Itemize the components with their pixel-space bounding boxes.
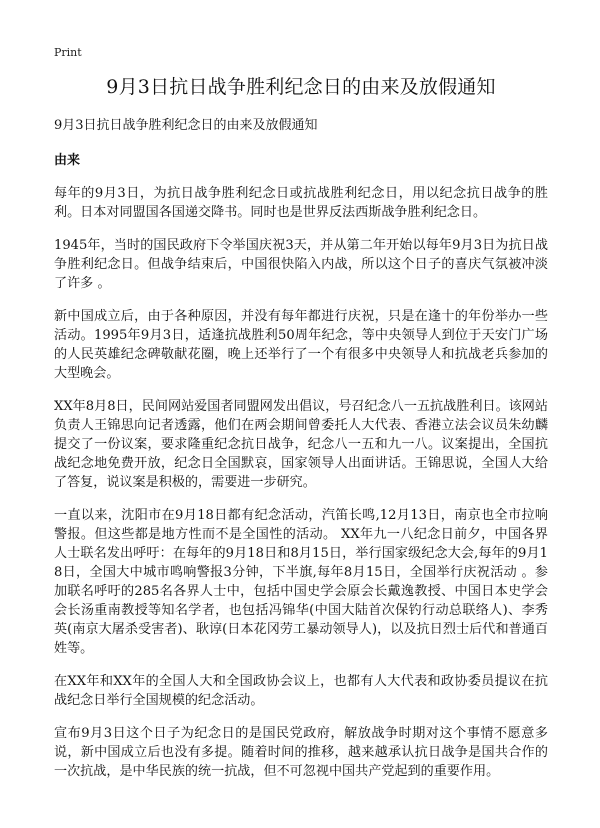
paragraph-4: XX年8月8日，民间网站爱国者同盟网发出倡议，号召纪念八一五抗战胜利日。该网站负责人王锦思向记者透露，他们在两会期间曾委托人大代表、香港立法会议员朱幼麟提交了一份议案，要求隆重纪念抗日战争，纪念八一五和九一八。议案提出，全国抗战纪念地免费开放，纪念日全国默哀，国家领导人出面讲话。王锦思说，全国人大给了答复，说议案是积极的，需要进一步研究。 bbox=[54, 399, 548, 490]
paragraph-1: 每年的9月3日，为抗日战争胜利纪念日或抗战胜利纪念日，用以纪念抗日战争的胜利。日本对同盟国各国递交降书。同时也是世界反法西斯战争胜利纪念日。 bbox=[54, 186, 548, 220]
paragraph-6: 在XX年和XX年的全国人大和全国政协会议上，也都有人大代表和政协委员提议在抗战纪念日举行全国规模的纪念活动。 bbox=[54, 674, 548, 708]
paragraph-3: 新中国成立后，由于各种原因，并没有每年都进行庆祝，只是在逢十的年份举办一些活动。1995年9月3日，适逢抗战胜利50周年纪念，等中央领导人到位于天安门广场的人民英雄纪念碑敬献花圈，晚上还举行了一个有很多中央领导人和抗战老兵参加的大型晚会。 bbox=[54, 309, 548, 381]
paragraph-5: 一直以来，沈阳市在9月18日都有纪念活动，汽笛长鸣,12月13日，南京也全市拉响警报。但这些都是地方性而不是全国性的活动。 XX年九一八纪念日前夕，中国各界人士联名发出呼吁：在每年的9月18日和8月15日，举行国家级纪念大会,每年的9月18日，全国大中城市鸣响警报3分钟，下半旗,每年8月15日，全国举行庆祝活动 。参加联名呼吁的285名各界人士中，包括中国史学会原会长戴逸教授、中国日本史学会会长汤重南教授等知名学者，也包括冯锦华(中国大陆首次保钓行动总联络人)、李秀英(南京大屠杀受害者)、耿谆(日本花冈劳工暴动领导人)，以及抗日烈士后代和普通百姓等。 bbox=[54, 508, 548, 656]
document-subtitle: 9月3日抗日战争胜利纪念日的由来及放假通知 bbox=[54, 118, 318, 133]
paragraph-7: 宣布9月3日这个日子为纪念日的是国民党政府，解放战争时期对这个事情不愿意多说，新中国成立后也没有多提。随着时间的推移，越来越承认抗日战争是国共合作的一次抗战，是中华民族的统一抗战，但不可忽视中国共产党起到的重要作用。 bbox=[54, 726, 548, 779]
paragraph-2: 1945年，当时的国民政府下令举国庆祝3天，并从第二年开始以每年9月3日为抗日战争胜利纪念日。但战争结束后，中国很快陷入内战，所以这个日子的喜庆气氛被冲淡了许多 。 bbox=[54, 238, 548, 291]
section-heading: 由来 bbox=[54, 153, 81, 168]
print-label: Print bbox=[54, 46, 82, 59]
document-title: 9月3日抗日战争胜利纪念日的由来及放假通知 bbox=[106, 76, 496, 98]
